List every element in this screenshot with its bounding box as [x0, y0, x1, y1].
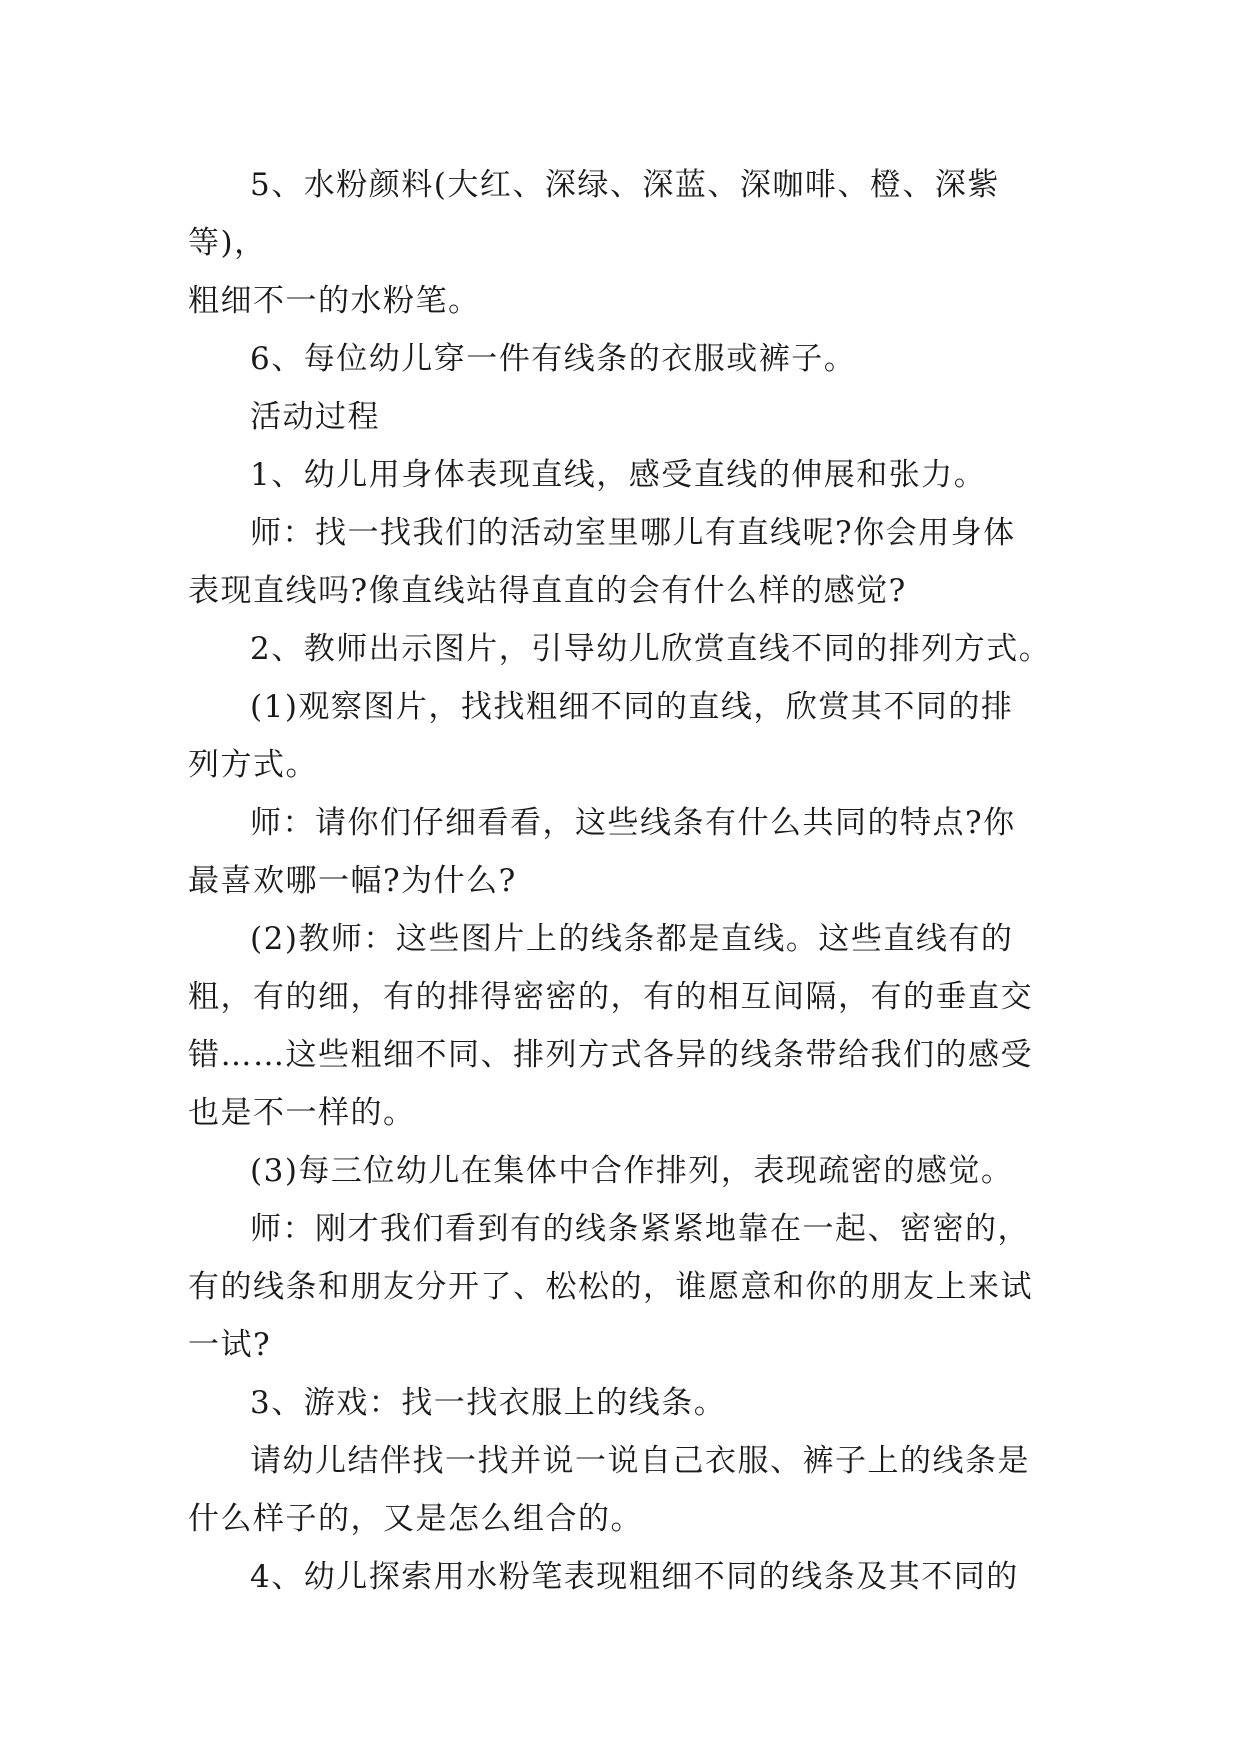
text-line: 2、教师出示图片，引导幼儿欣赏直线不同的排列方式。 [250, 631, 1052, 667]
text-line: 什么样子的，又是怎么组合的。 [188, 1501, 643, 1537]
text-line: 1、幼儿用身体表现直线，感受直线的伸展和张力。 [250, 457, 987, 493]
text-line: 一试? [188, 1327, 272, 1363]
paragraph-p9 [188, 910, 1078, 1142]
paragraph-p7 [188, 678, 1078, 794]
paragraph-p1 [188, 156, 1078, 330]
text-line: (2)教师：这些图片上的线条都是直线。这些直线有的 [250, 921, 1014, 957]
text-line: 表现直线吗?像直线站得直直的会有什么样的感觉? [188, 573, 907, 609]
paragraph-p2 [188, 330, 1078, 388]
text-line: 也是不一样的。 [188, 1095, 416, 1131]
text-line: 有的线条和朋友分开了、松松的，谁愿意和你的朋友上来试 [188, 1269, 1033, 1305]
document-body [188, 156, 1078, 1606]
text-line: 粗，有的细，有的排得密密的，有的相互间隔，有的垂直交 [188, 979, 1033, 1015]
text-line: 3、游戏：找一找衣服上的线条。 [250, 1385, 727, 1421]
paragraph-p3 [188, 388, 1078, 446]
text-line: 请幼儿结伴找一找并说一说自己衣服、裤子上的线条是 [250, 1443, 1030, 1479]
text-line: 列方式。 [188, 747, 318, 783]
text-line: 6、每位幼儿穿一件有线条的衣服或裤子。 [250, 341, 857, 377]
text-line: 4、幼儿探索用水粉笔表现粗细不同的线条及其不同的 [250, 1559, 1019, 1595]
paragraph-p13 [188, 1432, 1078, 1548]
text-line: 师：请你们仔细看看，这些线条有什么共同的特点?你 [250, 805, 1016, 841]
paragraph-p11 [188, 1200, 1078, 1374]
paragraph-p10 [188, 1142, 1078, 1200]
paragraph-p6 [188, 620, 1078, 678]
paragraph-p4 [188, 446, 1078, 504]
text-line: (1)观察图片，找找粗细不同的直线，欣赏其不同的排 [250, 689, 1014, 725]
paragraph-p14 [188, 1548, 1078, 1606]
paragraph-p5 [188, 504, 1078, 620]
text-line: 师：找一找我们的活动室里哪儿有直线呢?你会用身体 [250, 515, 1016, 551]
text-line: 粗细不一的水粉笔。 [188, 283, 481, 319]
text-line: 师：刚才我们看到有的线条紧紧地靠在一起、密密的， [250, 1211, 1030, 1247]
text-line: 活动过程 [250, 399, 380, 435]
paragraph-p8 [188, 794, 1078, 910]
paragraph-p12 [188, 1374, 1078, 1432]
text-line: 5、水粉颜料(大红、深绿、深蓝、深咖啡、橙、深紫等)， [188, 167, 1000, 261]
text-line: (3)每三位幼儿在集体中合作排列，表现疏密的感觉。 [250, 1153, 1014, 1189]
text-line: 最喜欢哪一幅?为什么? [188, 863, 517, 899]
text-line: 错……这些粗细不同、排列方式各异的线条带给我们的感受 [188, 1037, 1033, 1073]
